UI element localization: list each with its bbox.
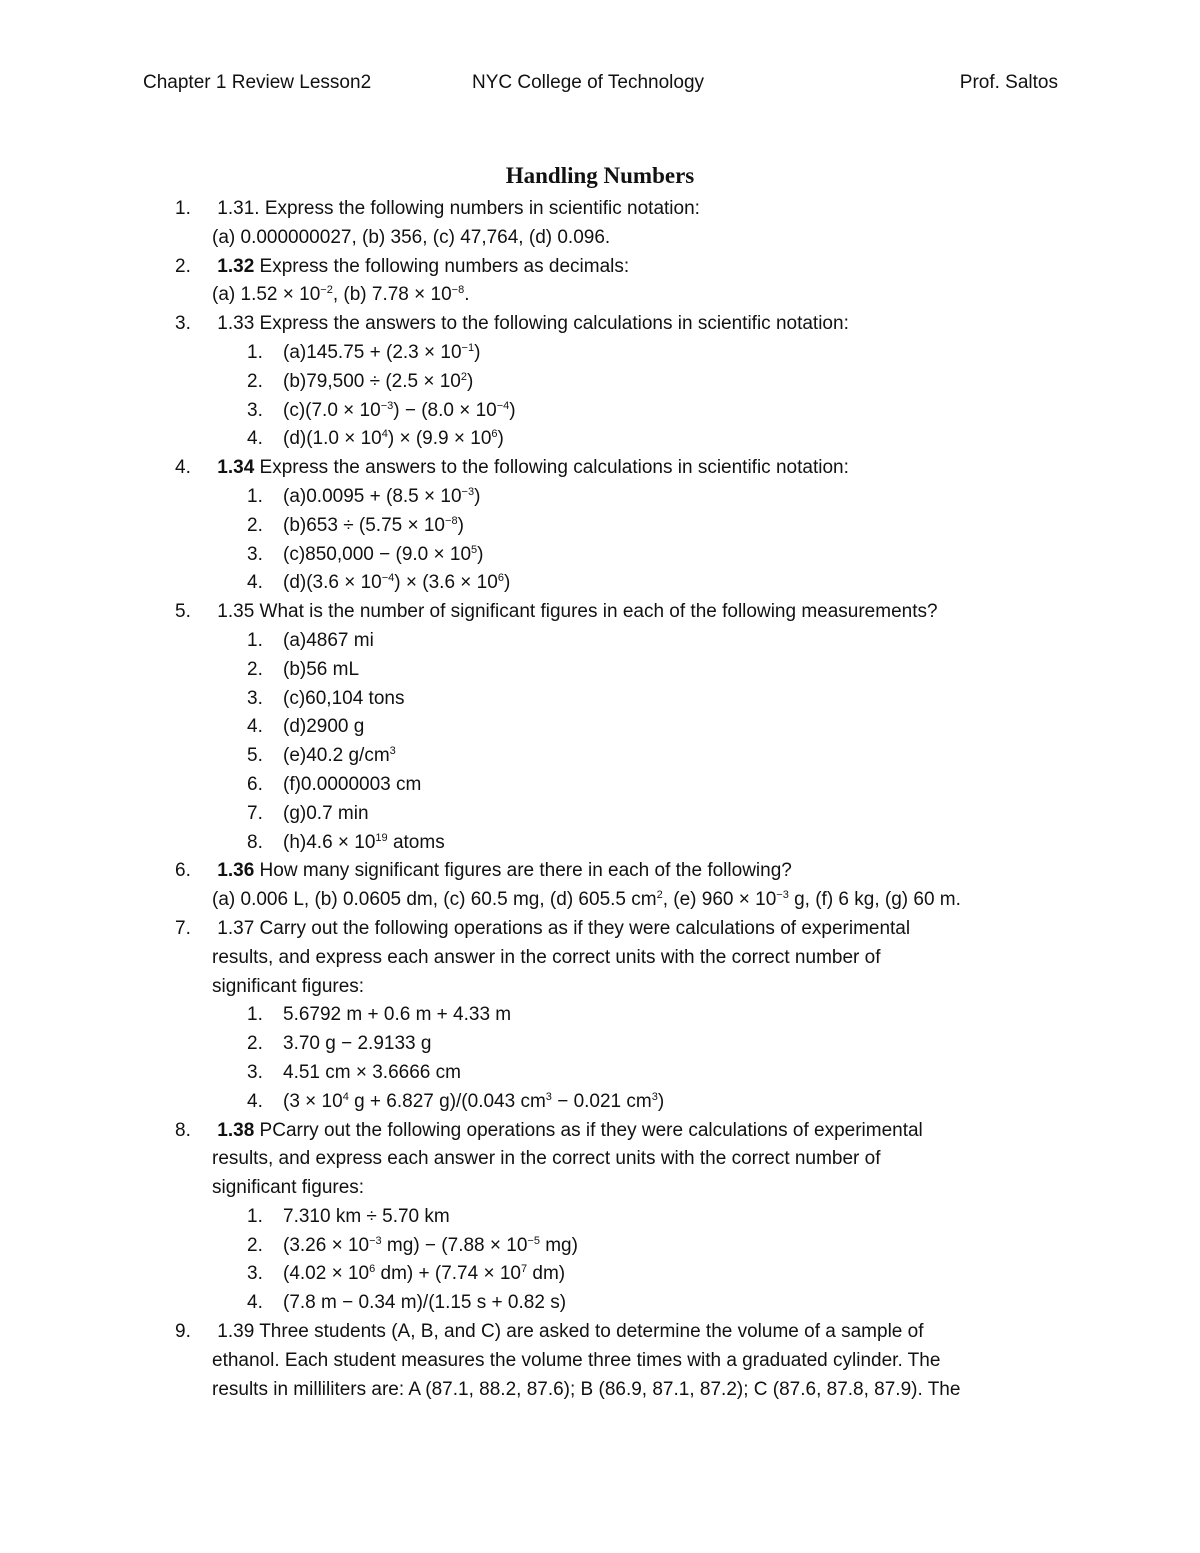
item-text: $(d)(1.0 \times 10^4) \times (9.9 \times 10^6)$ — [283, 428, 504, 450]
item-text: $(h)4.6 \times 10^{19}$ atoms — [283, 831, 445, 853]
item-text: $(d)(3.6 \times 10^{-4}) \times (3.6 \times 10^6)$ — [283, 572, 511, 594]
item-text: significant figures: — [212, 975, 365, 997]
item-text: (a) 0.006 L, (b) 0.0605 dm, (c) 60.5 mg, (d) 605.5 $cm^2$, (e) $960 \times 10^{-3}$ g, (f) 6 kg, (g) 60 m. — [212, 889, 961, 911]
item-text: ($3.26 \times 10^{-3}$ $mg) - (7.88 \times 10^{-5}$ mg) — [283, 1234, 578, 1256]
header-center: NYC College of Technology — [472, 72, 705, 93]
sub-item — [175, 1030, 1075, 1059]
item-text: ethanol. Each student measures the volume three times with a graduated cylinder. The — [212, 1349, 941, 1371]
sub-item — [175, 742, 1075, 771]
item-text: (a) $1.52 \times 10^{-2}$, (b) $7.78 \times 10^{-8}$. — [212, 284, 470, 306]
item-number: 1. — [247, 629, 263, 651]
item-number: 5. — [175, 601, 191, 623]
item-text: 5.6792 m + 0.6 m + 4.33 m — [283, 1004, 512, 1026]
sub-item — [175, 1059, 1075, 1088]
item-text: (e)40.2 $g/cm^3$ — [283, 745, 396, 767]
question-continuation — [175, 973, 1075, 1002]
sub-item — [175, 339, 1075, 368]
question-item — [175, 310, 1075, 339]
item-number: 2. — [247, 658, 263, 680]
item-number: 5. — [247, 745, 263, 767]
page-title: Handling Numbers — [505, 163, 695, 188]
item-text: results, and express each answer in the correct units with the correct number of — [212, 946, 881, 968]
item-number: 3. — [247, 1061, 263, 1083]
sub-item — [175, 1001, 1075, 1030]
item-text: (g)0.7 min — [283, 802, 369, 824]
question-continuation — [175, 1347, 1075, 1376]
question-continuation — [175, 1376, 1075, 1405]
item-number: 3. — [175, 313, 191, 335]
item-number: 2. — [247, 370, 263, 392]
sub-item — [175, 368, 1075, 397]
item-number: 7. — [247, 802, 263, 824]
sub-item — [175, 397, 1075, 426]
page-header — [143, 72, 1058, 102]
item-text: 1.33 Express the answers to the following calculations in scientific notation: — [212, 313, 849, 335]
item-text: $(b)653 \div (5.75 \times 10^{-8})$ — [283, 514, 464, 536]
item-number: 1. — [247, 1205, 263, 1227]
header-left: Chapter 1 Review Lesson2 — [143, 72, 372, 93]
item-number: 4. — [247, 428, 263, 450]
item-number: 4. — [247, 1292, 263, 1314]
item-text: $(a)0.0095 + (8.5 \times 10^{-3})$ — [283, 485, 481, 507]
item-text: 1.36 How many significant figures are there in each of the following? — [217, 860, 792, 882]
item-text: results, and express each answer in the correct units with the correct number of — [212, 1148, 881, 1170]
item-text: (c)60,104 tons — [283, 687, 405, 709]
item-text: (7.8 m − 0.34 m)/(1.15 s + 0.82 s) — [283, 1292, 567, 1314]
sub-item — [175, 627, 1075, 656]
sub-item — [175, 1260, 1075, 1289]
question-item — [175, 598, 1075, 627]
item-text: significant figures: — [212, 1177, 365, 1199]
item-text: 1.32 Express the following numbers as decimals: — [217, 255, 630, 277]
item-number: 1. — [247, 1004, 263, 1026]
header-right: Prof. Saltos — [959, 72, 1058, 93]
item-text: (a) 0.000000027, (b) 356, (c) 47,764, (d) 0.096. — [212, 226, 611, 248]
item-number: 1. — [247, 341, 263, 363]
item-text: (f)0.0000003 cm — [283, 773, 422, 795]
item-number: 3. — [247, 1263, 263, 1285]
sub-item — [175, 1232, 1075, 1261]
item-number: 4. — [247, 572, 263, 594]
sub-item — [175, 512, 1075, 541]
item-number: 9. — [175, 1321, 191, 1343]
question-item — [175, 1318, 1075, 1347]
item-number: 1. — [175, 198, 191, 219]
item-text: ($3 \times 10^4$ g + 6.827 g)/(0.043 $cm^3 - 0.021$ $cm^3$) — [283, 1090, 665, 1112]
item-number: 4. — [247, 716, 263, 738]
item-text: $(b)79,500 \div (2.5 \times 10^2)$ — [283, 370, 474, 392]
item-number: 4. — [247, 1090, 263, 1112]
item-text: $(a)145.75 + (2.3 \times 10^{-1})$ — [283, 341, 481, 363]
item-text: 1.34 Express the answers to the following calculations in scientific notation: — [217, 457, 849, 479]
item-number: 1. — [247, 485, 263, 507]
sub-item — [175, 656, 1075, 685]
item-text: ($4.02 \times 10^6$ $dm) + (7.74 \times 10^7$ dm) — [283, 1263, 566, 1285]
question-continuation — [175, 886, 1075, 915]
item-text: results in milliliters are: A (87.1, 88.2, 87.6); B (86.9, 87.1, 87.2); C (87.6, 87.8, 87.9). The — [212, 1378, 961, 1400]
sub-item — [175, 541, 1075, 570]
sub-item — [175, 569, 1075, 598]
item-text: 3.70 g − 2.9133 g — [283, 1033, 432, 1055]
item-number: 2. — [175, 255, 191, 277]
item-text: 1.35 What is the number of significant figures in each of the following measurements? — [212, 601, 938, 623]
item-text: 1.38 PCarry out the following operations as if they were calculations of experimental — [217, 1119, 923, 1141]
question-list — [175, 195, 1075, 1404]
item-text: (d)2900 g — [283, 716, 365, 738]
sub-item — [175, 483, 1075, 512]
sub-item — [175, 1088, 1075, 1117]
item-number: 2. — [247, 1234, 263, 1256]
sub-item — [175, 685, 1075, 714]
question-item — [175, 1117, 1075, 1146]
item-number: 4. — [175, 457, 191, 479]
question-continuation — [175, 281, 1075, 310]
item-text: $(c)850,000 - (9.0 \times 10^5)$ — [283, 543, 484, 565]
item-number: 8. — [175, 1119, 191, 1141]
item-number: 2. — [247, 1033, 263, 1055]
question-item — [175, 915, 1075, 944]
item-number: 6. — [247, 773, 263, 795]
item-number: 7. — [175, 917, 191, 939]
item-text: $(c)(7.0 \times 10^{-3}) - (8.0 \times 10^{-4})$ — [283, 399, 516, 421]
question-item — [175, 195, 1075, 224]
sub-item — [175, 713, 1075, 742]
item-text: 1.31. Express the following numbers in scientific notation: — [212, 198, 700, 219]
item-number: 8. — [247, 831, 263, 853]
item-text: 1.39 Three students (A, B, and C) are asked to determine the volume of a sample of — [212, 1321, 924, 1343]
item-number: 6. — [175, 860, 191, 882]
item-number: 2. — [247, 514, 263, 536]
item-text: 7.310 km ÷ 5.70 km — [283, 1205, 450, 1227]
question-continuation — [175, 944, 1075, 973]
sub-item — [175, 425, 1075, 454]
question-continuation — [175, 1145, 1075, 1174]
sub-item — [175, 800, 1075, 829]
sub-item — [175, 1203, 1075, 1232]
sub-item — [175, 1289, 1075, 1318]
sub-item — [175, 829, 1075, 858]
item-text: 4.51 cm × 3.6666 cm — [283, 1061, 461, 1083]
item-number: 3. — [247, 543, 263, 565]
question-item — [175, 253, 1075, 282]
question-item — [175, 454, 1075, 483]
item-number: 3. — [247, 687, 263, 709]
question-continuation — [175, 1174, 1075, 1203]
question-continuation — [175, 224, 1075, 253]
item-text: (b)56 mL — [283, 658, 360, 680]
item-number: 3. — [247, 399, 263, 421]
question-item — [175, 857, 1075, 886]
item-text: 1.37 Carry out the following operations as if they were calculations of experimental — [212, 917, 911, 939]
item-text: (a)4867 mi — [283, 629, 374, 651]
sub-item — [175, 771, 1075, 800]
